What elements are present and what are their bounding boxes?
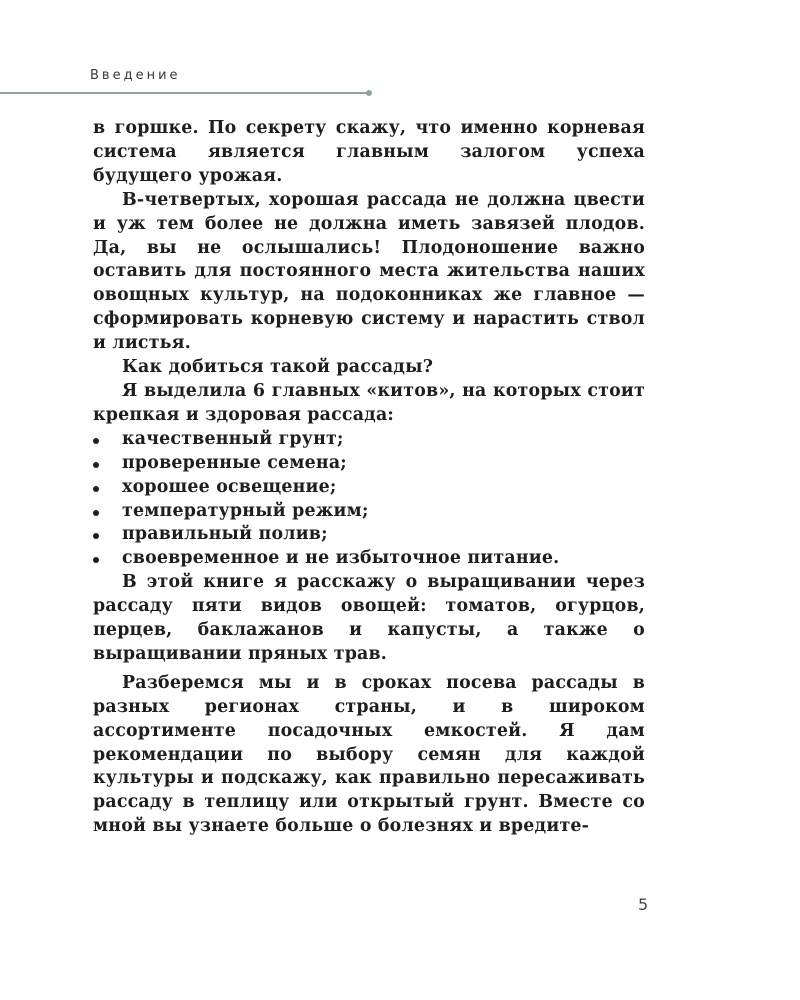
bullet-icon	[93, 557, 99, 563]
page-body	[93, 117, 645, 839]
paragraph: в горшке. По секрету скажу, что именно корневая система является главным залогом успеха будущего урожая.	[93, 118, 645, 186]
header-rule-dot	[366, 90, 372, 96]
bullet-list	[93, 428, 645, 571]
page-number: 5	[638, 895, 649, 914]
bullet-icon	[93, 510, 99, 516]
list-item	[93, 476, 645, 500]
list-item	[93, 500, 645, 524]
list-item-text: температурный режим;	[122, 500, 369, 521]
paragraph: В этой книге я расскажу о выращивании через рассаду пяти видов овощей: томатов, огурцов, перцев, баклажанов и капусты, а также о выращивании пряных трав.	[93, 572, 645, 664]
list-item	[93, 428, 645, 452]
bullet-icon	[93, 438, 99, 444]
list-item	[93, 452, 645, 476]
list-item-text: своевременное и не избыточное питание.	[122, 548, 560, 569]
paragraph: Как добиться такой рассады?	[122, 357, 434, 378]
bullet-icon	[93, 462, 99, 468]
list-item-text: качественный грунт;	[122, 428, 344, 449]
list-item-text: правильный полив;	[122, 524, 328, 545]
paragraph: Я выделила 6 главных «китов», на которых стоит крепкая и здоровая рассада:	[93, 380, 645, 425]
running-header: Введение	[90, 68, 181, 83]
list-item	[93, 523, 645, 547]
bullet-icon	[93, 533, 99, 539]
paragraph: В-четвертых, хорошая рассада не должна цвести и уж тем более не должна иметь завязей плодов. Да, вы не ослышались! Плодоношение важно оставить для постоянного места жительства наших овощных культур, на подоконниках же главное — сформировать корневую систему и нарастить ствол и листья.	[93, 189, 645, 354]
list-item	[93, 547, 645, 571]
header-rule	[0, 92, 368, 94]
list-item-text: хорошее освещение;	[122, 476, 337, 497]
paragraph: Разберемся мы и в сроках посева рассады в разных регионах страны, и в широком ассортименте посадочных емкостей. Я дам рекомендации по выбору семян для каждой культуры и подскажу, как правильно пересаживать рассаду в теплицу или открытый грунт. Вместе со мной вы узнаете больше о болезнях и вредите-	[93, 672, 645, 837]
list-item-text: проверенные семена;	[122, 452, 347, 473]
bullet-icon	[93, 486, 99, 492]
